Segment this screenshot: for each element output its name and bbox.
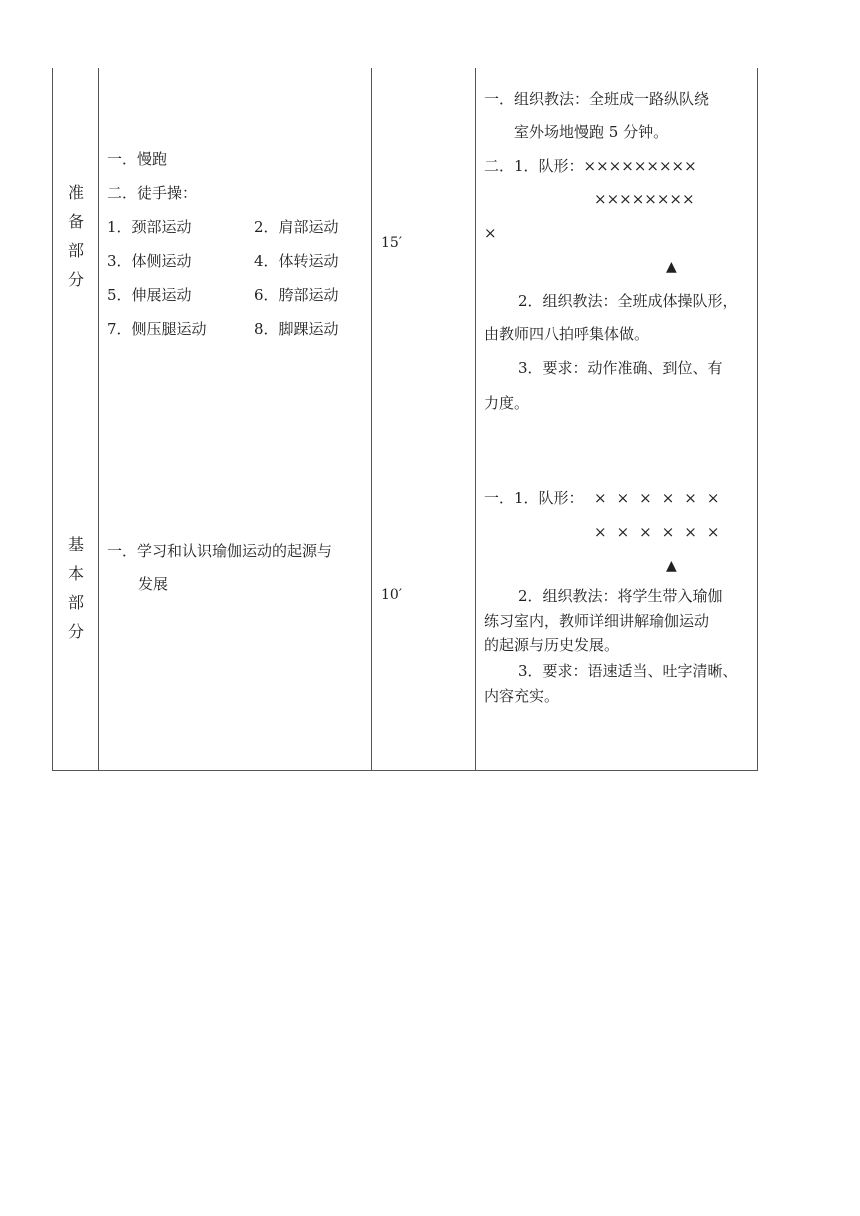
section-label-char: 分 <box>67 622 84 641</box>
method-line: 3．要求：语速适当、吐字清晰、 <box>518 662 738 680</box>
teacher-position-marker: ▲ <box>666 558 677 574</box>
section-label-char: 本 <box>67 564 84 583</box>
column-divider-1 <box>98 68 99 771</box>
section-label-basic <box>53 530 99 646</box>
exercise-item: 7．侧压腿运动 <box>107 320 207 338</box>
exercise-item: 3．体侧运动 <box>107 252 192 270</box>
section-label-char: 基 <box>67 535 84 554</box>
method-line: 室外场地慢跑 5 分钟。 <box>514 123 669 141</box>
section-label-char: 分 <box>67 270 84 289</box>
content-line-yoga: 一．学习和认识瑜伽运动的起源与 <box>107 542 333 560</box>
column-divider-3 <box>475 68 476 771</box>
column-divider-2 <box>371 68 372 771</box>
exercise-item: 6．胯部运动 <box>254 286 339 304</box>
method-line: 的起源与历史发展。 <box>484 636 620 654</box>
exercise-item: 8．脚踝运动 <box>254 320 339 338</box>
section-label-char: 备 <box>67 212 84 231</box>
method-formation-line: ×××××× <box>594 523 730 541</box>
table-border-left <box>52 68 53 771</box>
exercise-item: 4．体转运动 <box>254 252 339 270</box>
method-line: 由教师四八拍呼集体做。 <box>484 325 650 343</box>
content-line-exercise-heading: 二．徒手操： <box>107 184 198 202</box>
exercise-item: 5．伸展运动 <box>107 286 192 304</box>
method-line: 内容充实。 <box>484 687 560 705</box>
content-line-jog: 一．慢跑 <box>107 150 168 168</box>
section-label-char: 准 <box>67 183 84 202</box>
method-line: 力度。 <box>484 394 530 412</box>
method-formation-line: × <box>484 224 497 242</box>
method-line: 练习室内，教师详细讲解瑜伽运动 <box>484 612 710 630</box>
table-border-bottom <box>52 770 758 771</box>
teacher-position-marker: ▲ <box>666 259 677 275</box>
section-label-prep <box>53 178 99 294</box>
section-label-char: 部 <box>67 593 84 612</box>
method-formation-line: ×××××× <box>594 489 730 507</box>
method-line: 3．要求：动作准确、到位、有 <box>518 359 723 377</box>
method-formation-label: 一．1．队形： <box>484 489 584 507</box>
section-label-char: 部 <box>67 241 84 260</box>
method-line: 2．组织教法：将学生带入瑜伽 <box>518 587 723 605</box>
method-line: 2．组织教法：全班成体操队形， <box>518 292 738 310</box>
time-value: 10′ <box>381 587 402 603</box>
method-line: 一．组织教法：全班成一路纵队绕 <box>484 90 710 108</box>
exercise-item: 1．颈部运动 <box>107 218 192 236</box>
method-formation-line: 二．1．队形：××××××××× <box>484 157 697 175</box>
table-border-right <box>757 68 758 771</box>
method-formation-line: ×××××××× <box>594 190 695 208</box>
exercise-item: 2．肩部运动 <box>254 218 339 236</box>
content-line-yoga: 发展 <box>138 575 169 593</box>
time-value: 15′ <box>381 235 402 251</box>
